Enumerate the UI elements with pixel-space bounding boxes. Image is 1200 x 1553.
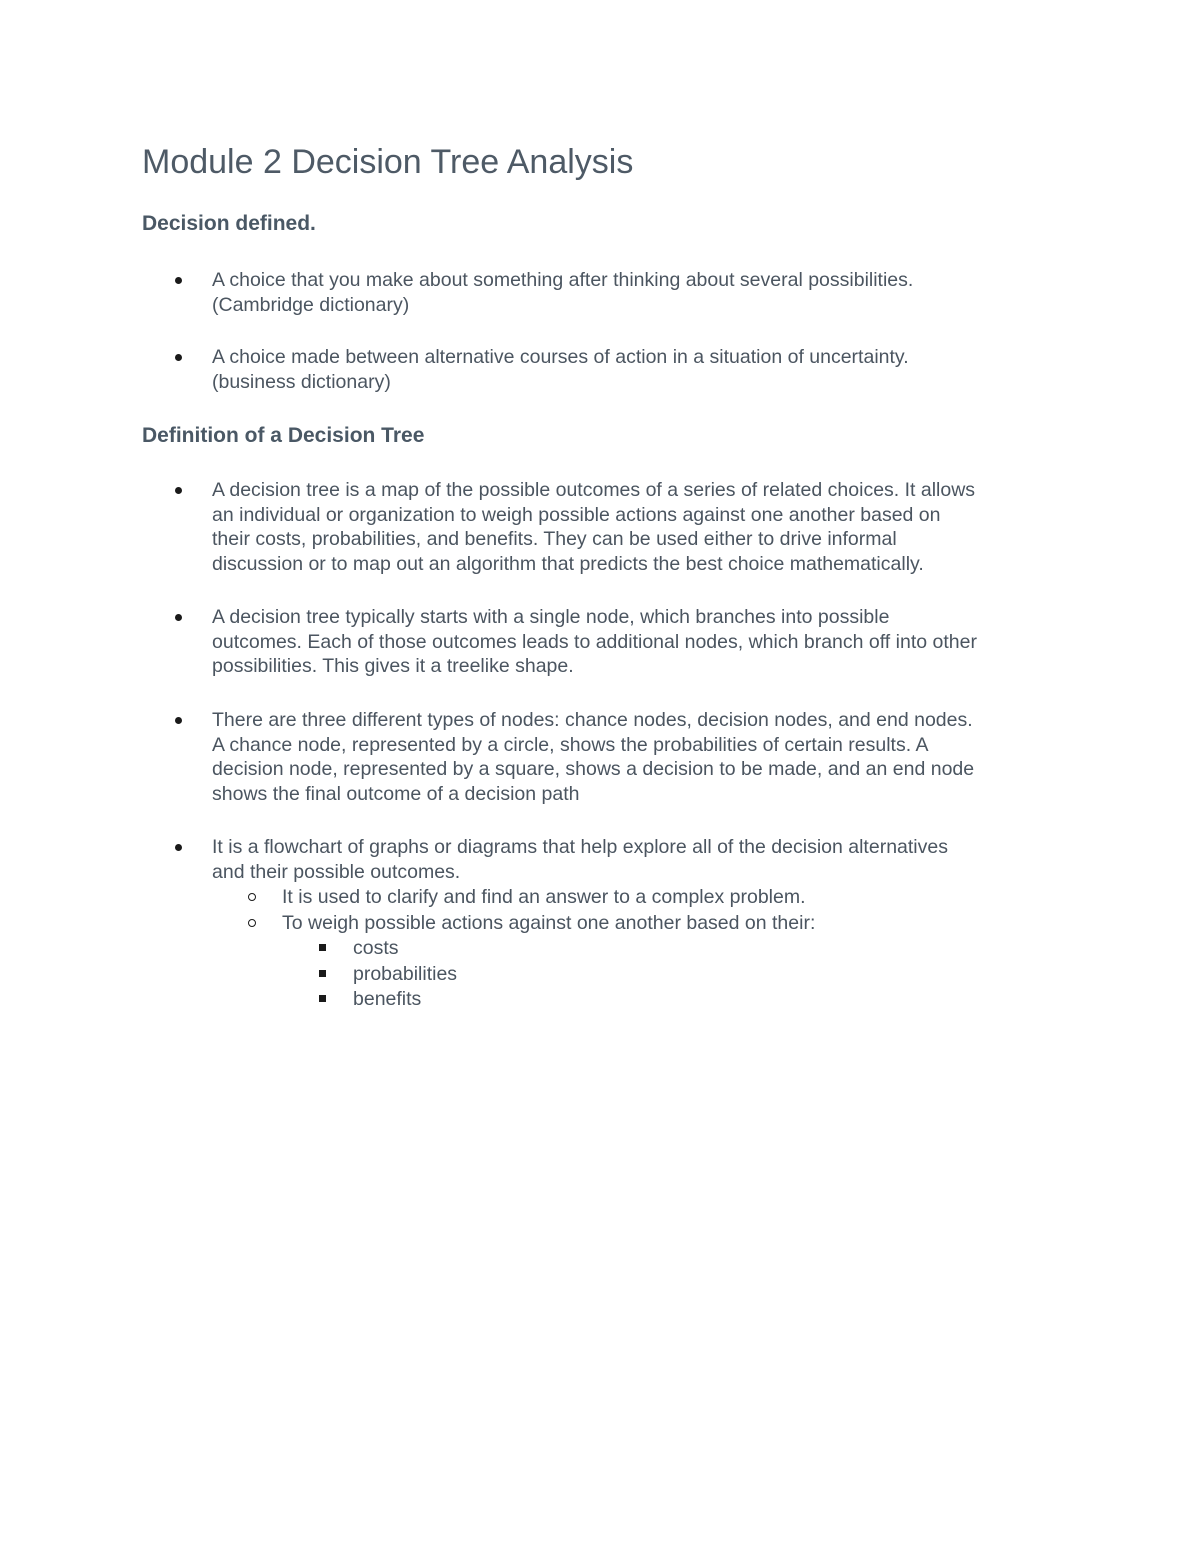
text-line: decision node, represented by a square, shows a decision to be made, and an end node bbox=[212, 758, 975, 781]
section-heading-decision-tree: Definition of a Decision Tree bbox=[142, 424, 425, 447]
decision-definitions-list-2 bbox=[142, 345, 1072, 394]
text-line: shows the final outcome of a decision path bbox=[212, 782, 580, 805]
text-line: (Cambridge dictionary) bbox=[212, 293, 410, 316]
bullet-icon bbox=[175, 717, 182, 724]
text-line: To weigh possible actions against one another based on their: bbox=[282, 912, 816, 935]
sub-sub-list-item bbox=[142, 987, 1072, 1013]
sub-list-item bbox=[142, 884, 1072, 910]
sub-list-item bbox=[142, 910, 1072, 1013]
text-line: A decision tree typically starts with a single node, which branches into possible bbox=[212, 606, 890, 628]
text-line: There are three different types of nodes: chance nodes, decision nodes, and end nodes. bbox=[212, 709, 973, 731]
decision-tree-list-2 bbox=[142, 605, 1072, 679]
bullet-icon bbox=[175, 844, 182, 851]
page-title: Module 2 Decision Tree Analysis bbox=[142, 143, 634, 181]
text-line: It is a flowchart of graphs or diagrams that help explore all of the decision alternatives bbox=[212, 836, 948, 858]
text-line: outcomes. Each of those outcomes leads to additional nodes, which branch off into other bbox=[212, 630, 977, 653]
decision-definitions-list bbox=[142, 268, 1072, 317]
text-line: A choice made between alternative courses of action in a situation of uncertainty. bbox=[212, 346, 909, 368]
text-line: and their possible outcomes. bbox=[212, 860, 461, 883]
list-item bbox=[142, 605, 1072, 679]
list-item bbox=[142, 268, 1072, 317]
sub-list bbox=[212, 884, 1072, 1013]
bullet-icon bbox=[175, 354, 182, 361]
square-bullet-icon bbox=[319, 944, 326, 951]
text-line: A choice that you make about something after thinking about several possibilities. bbox=[212, 269, 914, 291]
text-line: costs bbox=[353, 937, 399, 960]
sub-sub-list-item bbox=[142, 962, 1072, 988]
text-line: (business dictionary) bbox=[212, 370, 391, 393]
text-line: discussion or to map out an algorithm that predicts the best choice mathematically. bbox=[212, 552, 924, 575]
sub-sub-list bbox=[282, 936, 1072, 1013]
text-line: A decision tree is a map of the possible outcomes of a series of related choices. It allows bbox=[212, 479, 976, 501]
text-line: benefits bbox=[353, 988, 422, 1011]
text-line: A chance node, represented by a circle, shows the probabilities of certain results. A bbox=[212, 733, 929, 756]
square-bullet-icon bbox=[319, 970, 326, 977]
text-line: probabilities bbox=[353, 962, 458, 985]
bullet-icon bbox=[175, 487, 182, 494]
list-item bbox=[142, 345, 1072, 394]
text-line: possibilities. This gives it a treelike shape. bbox=[212, 655, 574, 678]
square-bullet-icon bbox=[319, 995, 326, 1002]
list-item bbox=[142, 708, 1072, 806]
section-heading-decision-defined: Decision defined. bbox=[142, 212, 316, 235]
list-item bbox=[142, 835, 1072, 1013]
text-line: an individual or organization to weigh possible actions against one another based on bbox=[212, 503, 941, 526]
decision-tree-list-3 bbox=[142, 708, 1072, 806]
text-line: It is used to clarify and find an answer to a complex problem. bbox=[282, 886, 806, 909]
list-item bbox=[142, 478, 1072, 576]
sub-sub-list-item bbox=[142, 936, 1072, 962]
bullet-icon bbox=[175, 277, 182, 284]
circle-bullet-icon bbox=[248, 919, 256, 927]
circle-bullet-icon bbox=[248, 893, 256, 901]
text-line: their costs, probabilities, and benefits. They can be used either to drive informal bbox=[212, 528, 897, 551]
decision-tree-list-4 bbox=[142, 835, 1072, 1013]
decision-tree-list-1 bbox=[142, 478, 1072, 576]
bullet-icon bbox=[175, 614, 182, 621]
